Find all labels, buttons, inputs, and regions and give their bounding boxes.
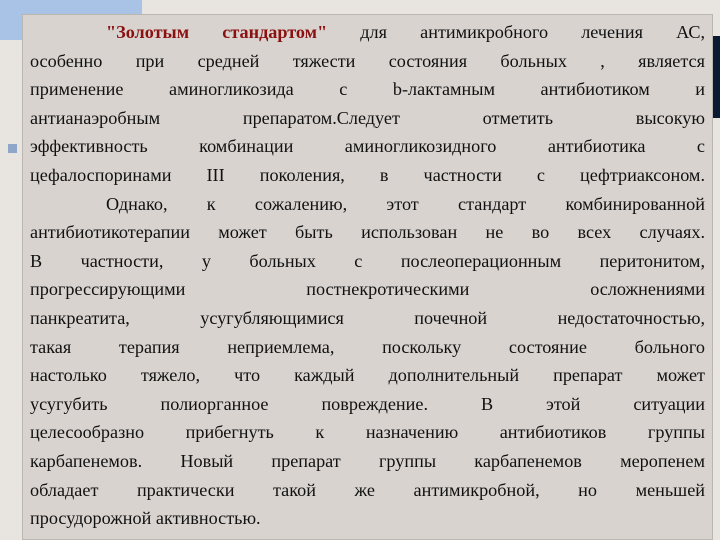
text-line: такая терапия неприемлема, поскольку состояние больного	[30, 336, 705, 357]
slide-paragraph	[30, 18, 705, 533]
text-line: особенно при средней тяжести состояния больных , является	[30, 50, 705, 71]
text-line	[30, 18, 705, 47]
golden-standard-highlight: "Золотым стандартом"	[106, 22, 328, 42]
text-line-rest: для антимикробного лечения АС,	[327, 22, 705, 42]
text-line: панкреатита, усугубляющимися почечной недостаточностью,	[30, 307, 705, 328]
text-line: Однако, к сожалению, этот стандарт комбинированной	[106, 193, 705, 214]
text-line: усугубить полиорганное повреждение. В этой ситуации	[30, 393, 705, 414]
slide-text-panel	[22, 14, 713, 540]
text-line: антианаэробным препаратом.Следует отметить высокую	[30, 107, 705, 128]
text-line: прогрессирующими постнекротическими осложнениями	[30, 279, 705, 300]
text-line: настолько тяжело, что каждый дополнительный препарат может	[30, 365, 705, 386]
text-line: эффективность комбинации аминогликозидного антибиотика с	[30, 136, 705, 157]
text-line: карбапенемов. Новый препарат группы карбапенемов меропенем	[30, 450, 705, 471]
text-line: применение аминогликозида с b-лактамным антибиотиком и	[30, 79, 705, 100]
text-line: цефалоспоринами III поколения, в частности с цефтриаксоном.	[30, 164, 705, 185]
text-line: просудорожной активностью.	[30, 508, 261, 529]
text-line: обладает практически такой же антимикробной, но меньшей	[30, 479, 705, 500]
text-line: антибиотикотерапии может быть использован не во всех случаях.	[30, 222, 705, 243]
text-line: целесообразно прибегнуть к назначению антибиотиков группы	[30, 422, 705, 443]
text-line: В частности, у больных с послеоперационным перитонитом,	[30, 250, 705, 271]
bullet-marker-icon	[8, 144, 17, 153]
